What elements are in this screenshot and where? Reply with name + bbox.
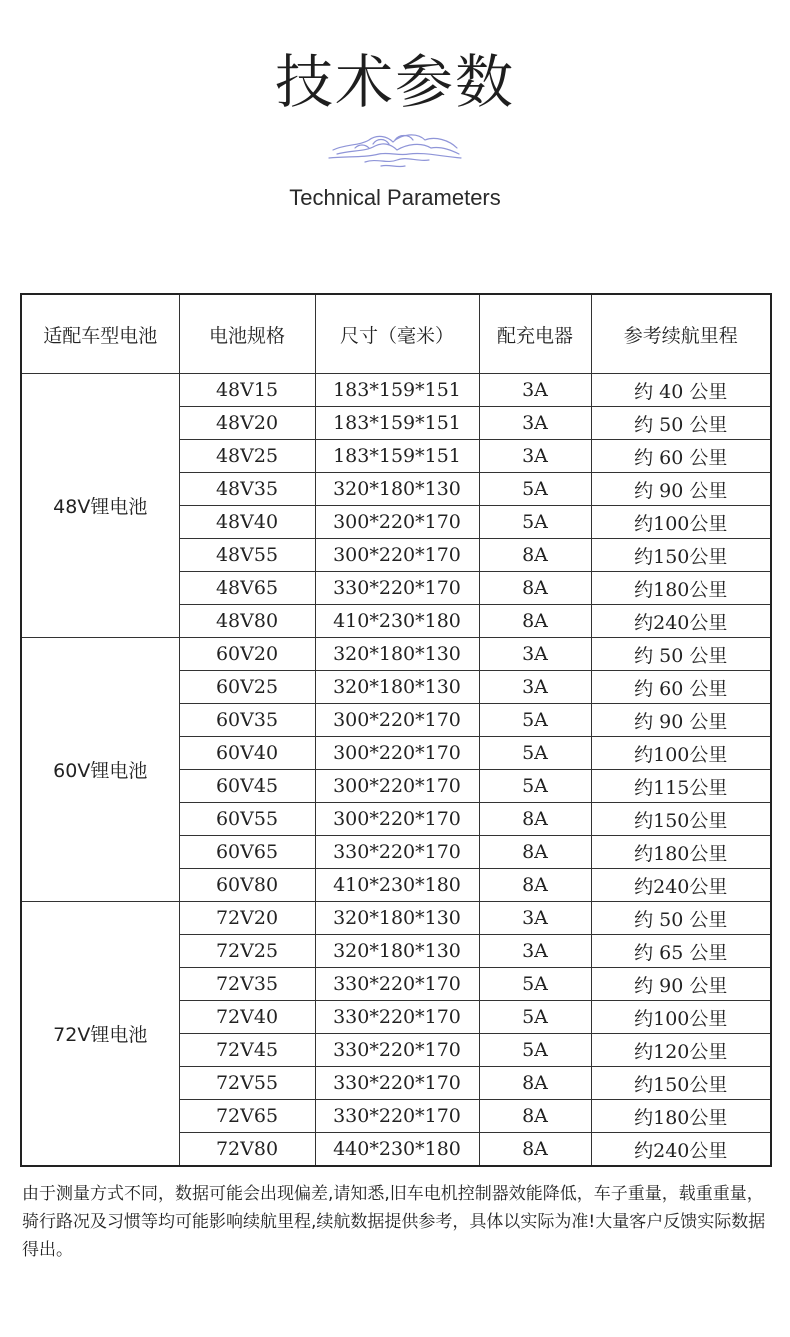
range-cell: 约 50 公里 — [591, 407, 771, 440]
dimension-cell: 330*220*170 — [315, 1034, 479, 1067]
battery-spec-cell: 48V35 — [179, 473, 315, 506]
battery-spec-cell: 60V40 — [179, 737, 315, 770]
range-cell: 约 90 公里 — [591, 473, 771, 506]
dimension-cell: 320*180*130 — [315, 671, 479, 704]
dimension-cell: 330*220*170 — [315, 1067, 479, 1100]
battery-spec-cell: 72V45 — [179, 1034, 315, 1067]
table-row — [21, 902, 771, 935]
battery-spec-cell: 72V55 — [179, 1067, 315, 1100]
charger-cell: 5A — [479, 968, 591, 1001]
range-cell: 约240公里 — [591, 605, 771, 638]
dimension-cell: 300*220*170 — [315, 737, 479, 770]
battery-spec-cell: 60V25 — [179, 671, 315, 704]
dimension-cell: 320*180*130 — [315, 638, 479, 671]
range-cell: 约180公里 — [591, 572, 771, 605]
dimension-cell: 330*220*170 — [315, 968, 479, 1001]
range-cell: 约 90 公里 — [591, 968, 771, 1001]
battery-spec-cell: 60V35 — [179, 704, 315, 737]
range-cell: 约 40 公里 — [591, 374, 771, 407]
charger-cell: 5A — [479, 704, 591, 737]
dimension-cell: 320*180*130 — [315, 902, 479, 935]
dimension-cell: 300*220*170 — [315, 803, 479, 836]
battery-group-cell: 60V锂电池 — [21, 638, 179, 902]
dimension-cell: 300*220*170 — [315, 704, 479, 737]
dimension-cell: 410*230*180 — [315, 605, 479, 638]
disclaimer-note: 由于测量方式不同，数据可能会出现偏差,请知悉,旧车电机控制器效能降低，车子重量，载重重量，骑行路况及习惯等均可能影响续航里程,续航数据提供参考，具体以实际为准!大量客户反馈实际数据得出。 — [22, 1184, 766, 1260]
charger-cell: 8A — [479, 869, 591, 902]
charger-cell: 3A — [479, 374, 591, 407]
page-subtitle: Technical Parameters — [289, 185, 501, 210]
range-cell: 约240公里 — [591, 1133, 771, 1167]
charger-cell: 8A — [479, 1133, 591, 1167]
dimension-cell: 300*220*170 — [315, 539, 479, 572]
dimension-cell: 330*220*170 — [315, 572, 479, 605]
range-cell: 约150公里 — [591, 1067, 771, 1100]
range-cell: 约 60 公里 — [591, 671, 771, 704]
charger-cell: 8A — [479, 836, 591, 869]
battery-spec-cell: 48V80 — [179, 605, 315, 638]
range-cell: 约 90 公里 — [591, 704, 771, 737]
dimension-cell: 183*159*151 — [315, 407, 479, 440]
charger-cell: 5A — [479, 1001, 591, 1034]
range-cell: 约115公里 — [591, 770, 771, 803]
dimension-cell: 300*220*170 — [315, 506, 479, 539]
column-header: 适配车型电池 — [21, 294, 179, 374]
charger-cell: 3A — [479, 407, 591, 440]
battery-spec-cell: 60V55 — [179, 803, 315, 836]
battery-spec-cell: 48V55 — [179, 539, 315, 572]
dimension-cell: 440*230*180 — [315, 1133, 479, 1167]
column-header: 电池规格 — [179, 294, 315, 374]
range-cell: 约180公里 — [591, 836, 771, 869]
charger-cell: 5A — [479, 1034, 591, 1067]
charger-cell: 5A — [479, 737, 591, 770]
range-cell: 约120公里 — [591, 1034, 771, 1067]
charger-cell: 8A — [479, 539, 591, 572]
charger-cell: 8A — [479, 1067, 591, 1100]
battery-group-cell: 48V锂电池 — [21, 374, 179, 638]
battery-spec-cell: 60V45 — [179, 770, 315, 803]
battery-spec-cell: 72V80 — [179, 1133, 315, 1167]
battery-spec-cell: 72V40 — [179, 1001, 315, 1034]
column-header: 尺寸（毫米） — [315, 294, 479, 374]
page-title: 技术参数 — [274, 48, 515, 116]
table-body — [21, 374, 771, 1167]
battery-spec-cell: 72V20 — [179, 902, 315, 935]
battery-group-cell: 72V锂电池 — [21, 902, 179, 1167]
range-cell: 约240公里 — [591, 869, 771, 902]
charger-cell: 3A — [479, 638, 591, 671]
range-cell: 约 60 公里 — [591, 440, 771, 473]
dimension-cell: 183*159*151 — [315, 440, 479, 473]
column-header: 参考续航里程 — [591, 294, 771, 374]
dimension-cell: 320*180*130 — [315, 935, 479, 968]
range-cell: 约180公里 — [591, 1100, 771, 1133]
dimension-cell: 300*220*170 — [315, 770, 479, 803]
column-header: 配充电器 — [479, 294, 591, 374]
range-cell: 约100公里 — [591, 506, 771, 539]
battery-spec-cell: 60V80 — [179, 869, 315, 902]
charger-cell: 8A — [479, 803, 591, 836]
battery-spec-cell: 60V65 — [179, 836, 315, 869]
battery-spec-cell: 48V65 — [179, 572, 315, 605]
charger-cell: 3A — [479, 671, 591, 704]
charger-cell: 5A — [479, 473, 591, 506]
range-cell: 约 50 公里 — [591, 902, 771, 935]
battery-spec-cell: 48V20 — [179, 407, 315, 440]
range-cell: 约150公里 — [591, 803, 771, 836]
dimension-cell: 330*220*170 — [315, 1001, 479, 1034]
charger-cell: 8A — [479, 572, 591, 605]
dimension-cell: 330*220*170 — [315, 1100, 479, 1133]
battery-spec-cell: 72V65 — [179, 1100, 315, 1133]
charger-cell: 3A — [479, 935, 591, 968]
dimension-cell: 410*230*180 — [315, 869, 479, 902]
dimension-cell: 183*159*151 — [315, 374, 479, 407]
charger-cell: 8A — [479, 1100, 591, 1133]
table-row — [21, 374, 771, 407]
range-cell: 约150公里 — [591, 539, 771, 572]
battery-spec-cell: 72V25 — [179, 935, 315, 968]
dimension-cell: 320*180*130 — [315, 473, 479, 506]
battery-spec-cell: 72V35 — [179, 968, 315, 1001]
battery-spec-cell: 60V20 — [179, 638, 315, 671]
range-cell: 约 65 公里 — [591, 935, 771, 968]
battery-spec-cell: 48V15 — [179, 374, 315, 407]
battery-spec-cell: 48V40 — [179, 506, 315, 539]
dimension-cell: 330*220*170 — [315, 836, 479, 869]
charger-cell: 3A — [479, 440, 591, 473]
cloud-ornament-icon — [325, 124, 465, 172]
range-cell: 约100公里 — [591, 1001, 771, 1034]
charger-cell: 3A — [479, 902, 591, 935]
range-cell: 约 50 公里 — [591, 638, 771, 671]
table-header-row — [21, 294, 771, 374]
spec-table — [20, 293, 772, 1167]
charger-cell: 5A — [479, 770, 591, 803]
charger-cell: 5A — [479, 506, 591, 539]
battery-spec-cell: 48V25 — [179, 440, 315, 473]
charger-cell: 8A — [479, 605, 591, 638]
range-cell: 约100公里 — [591, 737, 771, 770]
table-row — [21, 638, 771, 671]
